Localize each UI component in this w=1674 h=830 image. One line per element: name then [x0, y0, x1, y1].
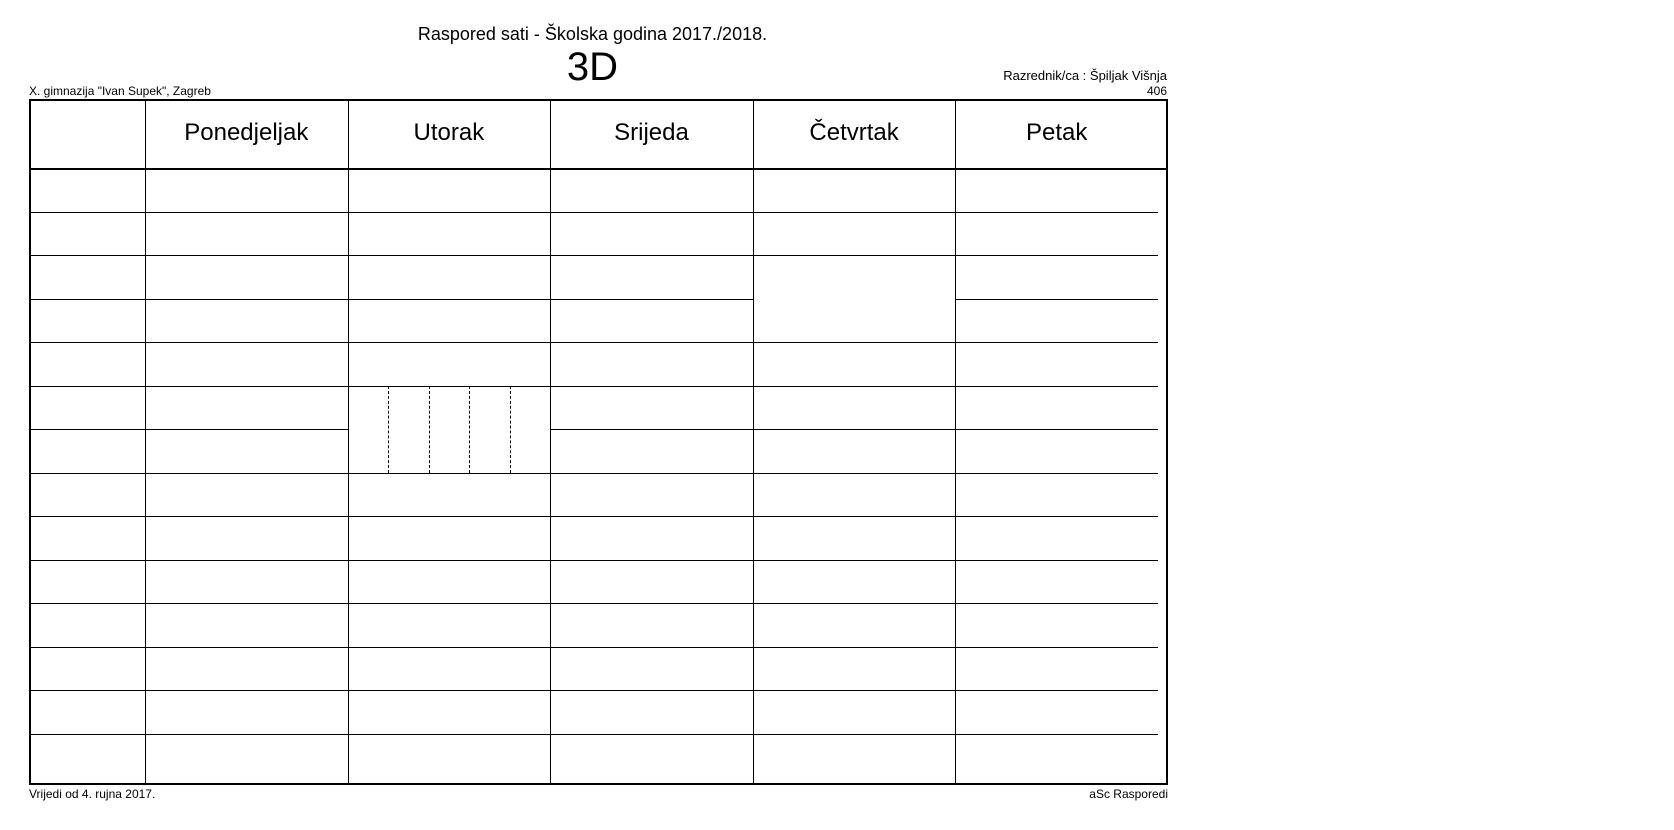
- column-divider: [955, 101, 956, 783]
- homeroom-teacher: Razrednik/ca : Špiljak Višnja: [1003, 68, 1167, 83]
- row-divider: [348, 647, 551, 648]
- valid-from-note: Vrijedi od 4. rujna 2017.: [29, 787, 156, 801]
- row-divider: [550, 603, 753, 604]
- row-divider: [145, 212, 348, 213]
- row-divider: [145, 690, 348, 691]
- row-divider: [955, 429, 1158, 430]
- row-divider: [955, 212, 1158, 213]
- row-divider: [550, 647, 753, 648]
- row-divider: [753, 386, 956, 387]
- row-divider: [955, 734, 1158, 735]
- row-divider: [348, 342, 551, 343]
- row-divider: [145, 255, 348, 256]
- elective-divider: [469, 386, 470, 473]
- column-divider: [145, 101, 146, 783]
- row-divider: [550, 255, 753, 256]
- row-divider: [753, 734, 956, 735]
- day-header: Ponedjeljak: [184, 119, 309, 146]
- row-divider: [955, 342, 1158, 343]
- row-divider: [550, 516, 753, 517]
- row-divider: [550, 342, 753, 343]
- row-divider: [955, 647, 1158, 648]
- row-divider: [348, 473, 551, 474]
- elective-divider: [388, 386, 389, 473]
- row-divider: [31, 342, 145, 343]
- row-divider: [31, 690, 145, 691]
- row-divider: [955, 516, 1158, 517]
- row-divider: [753, 560, 956, 561]
- day-header: Petak: [1026, 119, 1088, 146]
- row-divider: [550, 690, 753, 691]
- row-divider: [955, 603, 1158, 604]
- row-divider: [31, 560, 145, 561]
- row-divider: [145, 603, 348, 604]
- row-divider: [753, 255, 956, 256]
- row-divider: [753, 647, 956, 648]
- room-number: 406: [1146, 84, 1167, 98]
- row-divider: [348, 516, 551, 517]
- row-divider: [550, 734, 753, 735]
- row-divider: [550, 560, 753, 561]
- row-divider: [31, 647, 145, 648]
- elective-divider: [510, 386, 511, 473]
- row-divider: [550, 473, 753, 474]
- row-divider: [31, 603, 145, 604]
- header-divider: [31, 168, 1166, 170]
- day-header: Srijeda: [614, 119, 689, 146]
- row-divider: [31, 734, 145, 735]
- row-divider: [145, 299, 348, 300]
- row-divider: [145, 386, 348, 387]
- row-divider: [31, 516, 145, 517]
- row-divider: [145, 647, 348, 648]
- day-header: Utorak: [413, 119, 485, 146]
- row-divider: [31, 429, 145, 430]
- row-divider: [348, 734, 551, 735]
- row-divider: [348, 560, 551, 561]
- timetable-grid: [29, 99, 1168, 785]
- column-divider: [348, 101, 349, 783]
- row-divider: [550, 386, 753, 387]
- row-divider: [145, 342, 348, 343]
- row-divider: [753, 690, 956, 691]
- row-divider: [955, 690, 1158, 691]
- row-divider: [31, 255, 145, 256]
- column-divider: [753, 101, 754, 783]
- row-divider: [550, 212, 753, 213]
- row-divider: [31, 212, 145, 213]
- row-divider: [348, 255, 551, 256]
- row-divider: [955, 299, 1158, 300]
- row-divider: [31, 386, 145, 387]
- row-divider: [753, 473, 956, 474]
- row-divider: [753, 516, 956, 517]
- class-name: 3D: [566, 45, 619, 89]
- column-divider: [550, 101, 551, 783]
- row-divider: [955, 255, 1158, 256]
- row-divider: [753, 212, 956, 213]
- software-credit: aSc Rasporedi: [1089, 787, 1168, 801]
- row-divider: [753, 603, 956, 604]
- row-divider: [31, 473, 145, 474]
- row-divider: [348, 212, 551, 213]
- row-divider: [550, 429, 753, 430]
- row-divider: [348, 603, 551, 604]
- row-divider: [348, 690, 551, 691]
- row-divider: [753, 342, 956, 343]
- row-divider: [145, 473, 348, 474]
- row-divider: [348, 386, 551, 387]
- day-header: Četvrtak: [809, 119, 899, 146]
- row-divider: [145, 429, 348, 430]
- elective-divider: [429, 386, 430, 473]
- document-title: Raspored sati - Školska godina 2017./2018.: [417, 24, 768, 44]
- row-divider: [348, 299, 551, 300]
- row-divider: [145, 516, 348, 517]
- school-name: X. gimnazija "Ivan Supek", Zagreb: [29, 84, 211, 98]
- row-divider: [145, 734, 348, 735]
- row-divider: [145, 560, 348, 561]
- row-divider: [31, 299, 145, 300]
- row-divider: [753, 429, 956, 430]
- row-divider: [955, 386, 1158, 387]
- row-divider: [955, 560, 1158, 561]
- row-divider: [550, 299, 753, 300]
- row-divider: [955, 473, 1158, 474]
